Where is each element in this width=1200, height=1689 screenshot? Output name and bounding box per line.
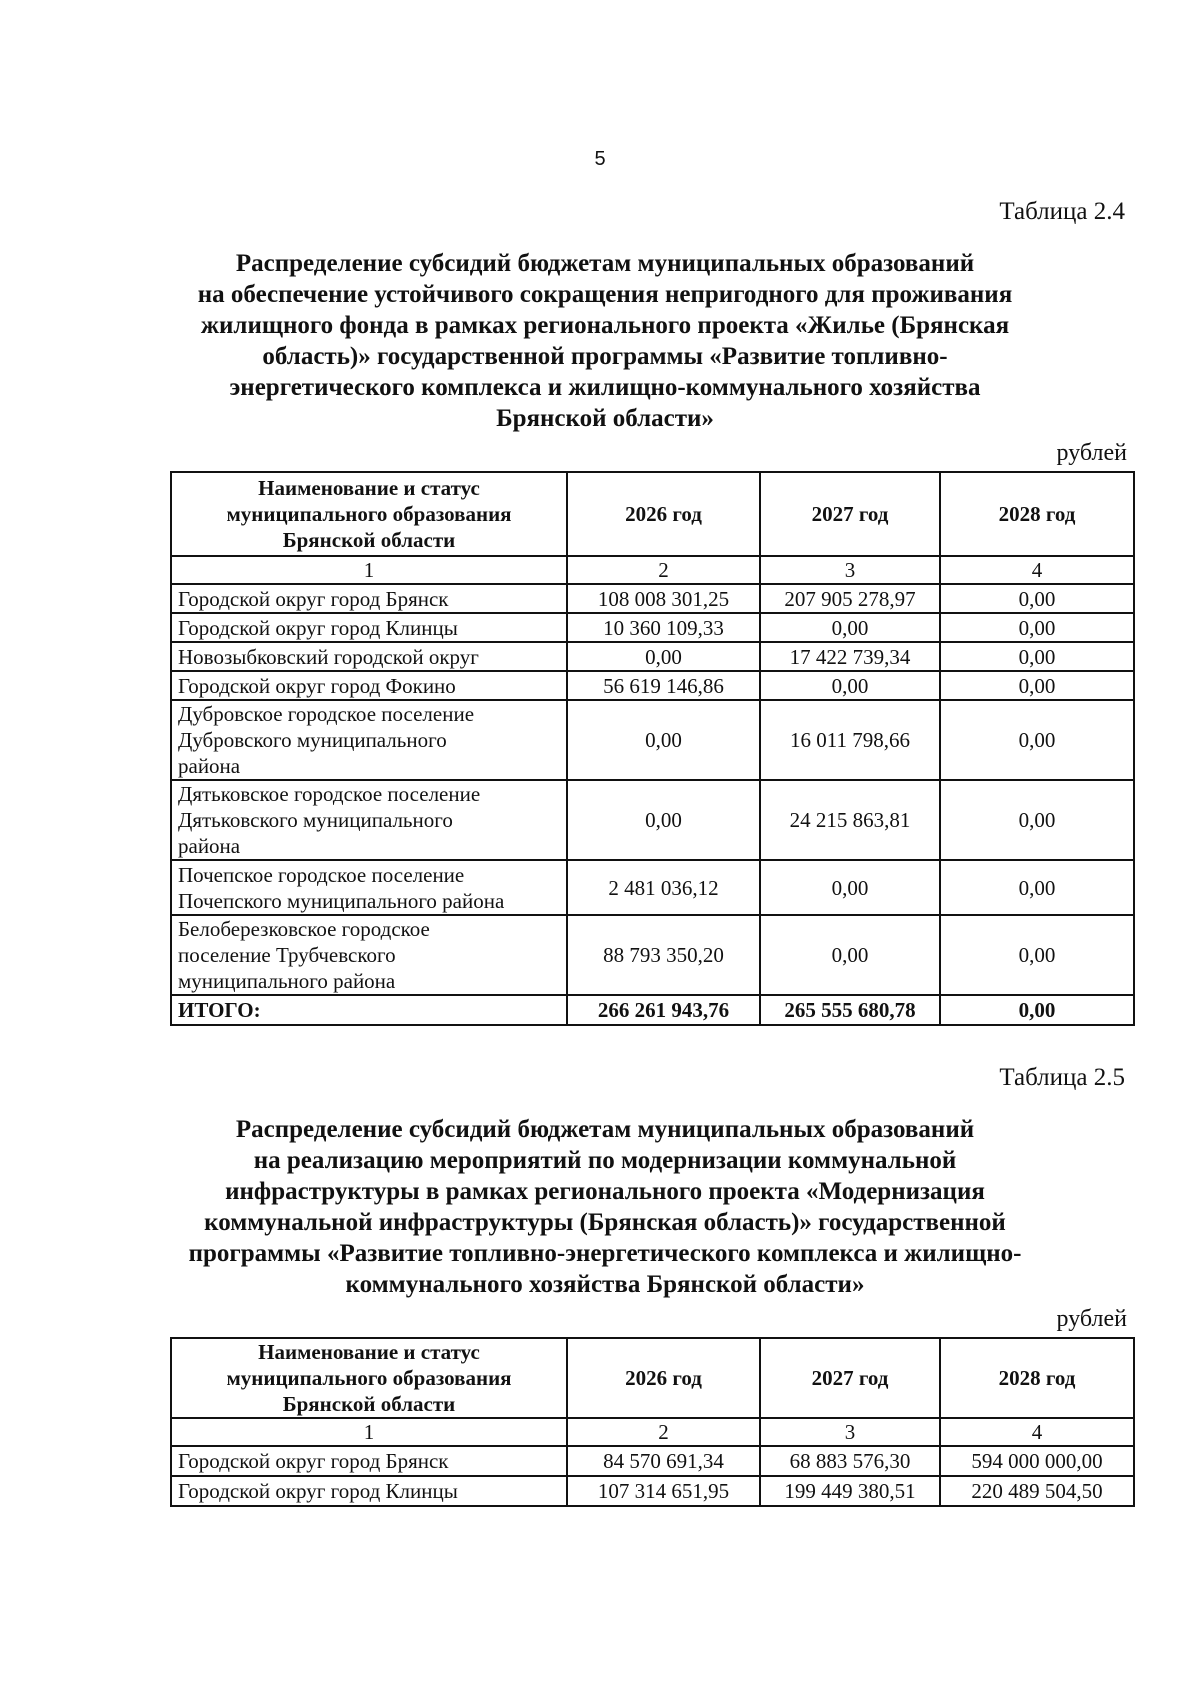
total-label: ИТОГО: — [171, 995, 567, 1025]
value-2028: 0,00 — [940, 584, 1134, 613]
total-2026: 266 261 943,76 — [567, 995, 760, 1025]
index-cell: 2 — [567, 1418, 760, 1446]
name-line: муниципального района — [178, 969, 396, 993]
table-2-5-heading — [150, 1114, 1060, 1300]
heading-line: программы «Развитие топливно-энергетического комплекса и жилищно- — [188, 1240, 1022, 1267]
value-2028: 0,00 — [940, 860, 1134, 915]
heading-line: коммунальной инфраструктуры (Брянская область)» государственной — [204, 1209, 1006, 1236]
header-line: Наименование и статус — [258, 476, 480, 500]
table-row — [171, 642, 1134, 671]
value-2026: 0,00 — [567, 780, 760, 860]
name-line: Городской округ город Брянск — [178, 1449, 449, 1473]
header-line: муниципального образования — [226, 502, 512, 526]
header-2026: 2026 год — [567, 472, 760, 556]
name-line: Городской округ город Брянск — [178, 586, 449, 611]
heading-line: коммунального хозяйства Брянской области» — [345, 1271, 865, 1298]
municipality-name — [171, 1476, 567, 1506]
value-2027: 199 449 380,51 — [760, 1476, 940, 1506]
table-2-5 — [170, 1337, 1135, 1507]
heading-line: инфраструктуры в рамках регионального проекта «Модернизация — [225, 1178, 985, 1205]
name-line: Дубровского муниципального — [178, 728, 447, 752]
header-row — [171, 472, 1134, 556]
value-2028: 0,00 — [940, 613, 1134, 642]
table-row — [171, 780, 1134, 860]
municipality-name — [171, 700, 567, 780]
header-2028: 2028 год — [940, 1338, 1134, 1418]
heading-line: на реализацию мероприятий по модернизации коммунальной — [253, 1147, 957, 1174]
value-2028: 0,00 — [940, 671, 1134, 700]
total-2027: 265 555 680,78 — [760, 995, 940, 1025]
table-row — [171, 915, 1134, 995]
header-line: муниципального образования — [226, 1366, 512, 1390]
total-row — [171, 995, 1134, 1025]
table-row — [171, 700, 1134, 780]
value-2028: 0,00 — [940, 700, 1134, 780]
name-line: поселение Трубчевского — [178, 943, 396, 967]
value-2028: 0,00 — [940, 915, 1134, 995]
heading-line: энергетического комплекса и жилищно-коммунального хозяйства — [229, 374, 981, 401]
header-name — [171, 1338, 567, 1418]
heading-line: Распределение субсидий бюджетам муниципальных образований — [235, 250, 975, 277]
value-2027: 17 422 739,34 — [760, 642, 940, 671]
name-line: Белоберезковское городское — [178, 917, 430, 941]
table-row — [171, 860, 1134, 915]
index-cell: 4 — [940, 556, 1134, 584]
heading-line: область)» государственной программы «Развитие топливно- — [262, 343, 948, 370]
value-2027: 207 905 278,97 — [760, 584, 940, 613]
total-2028: 0,00 — [940, 995, 1134, 1025]
value-2027: 0,00 — [760, 613, 940, 642]
value-2027: 0,00 — [760, 671, 940, 700]
value-2027: 16 011 798,66 — [760, 700, 940, 780]
table-row — [171, 613, 1134, 642]
value-2026: 108 008 301,25 — [567, 584, 760, 613]
column-index-row — [171, 556, 1134, 584]
header-2026: 2026 год — [567, 1338, 760, 1418]
page-number: 5 — [594, 148, 606, 170]
municipality-name — [171, 780, 567, 860]
value-2027: 68 883 576,30 — [760, 1446, 940, 1476]
value-2026: 88 793 350,20 — [567, 915, 760, 995]
heading-line: жилищного фонда в рамках регионального проекта «Жилье (Брянская — [200, 312, 1010, 339]
index-cell: 3 — [760, 556, 940, 584]
index-cell: 1 — [171, 556, 567, 584]
index-cell: 3 — [760, 1418, 940, 1446]
table-2-4-heading — [150, 248, 1060, 434]
table-2-5-caption: Таблица 2.5 — [999, 1064, 1125, 1091]
table-2-4 — [170, 471, 1135, 1026]
heading-line: на обеспечение устойчивого сокращения непригодного для проживания — [197, 281, 1013, 308]
municipality-name — [171, 915, 567, 995]
municipality-name — [171, 642, 567, 671]
table-2-4-caption: Таблица 2.4 — [999, 198, 1125, 225]
heading-line: Брянской области» — [496, 405, 714, 432]
value-2026: 84 570 691,34 — [567, 1446, 760, 1476]
name-line: Дятьковского муниципального — [178, 808, 453, 832]
name-line: Дубровское городское поселение — [178, 702, 475, 726]
table-row — [171, 1476, 1134, 1506]
name-line: Городской округ город Клинцы — [178, 1479, 458, 1503]
value-2026: 107 314 651,95 — [567, 1476, 760, 1506]
header-line: Брянской области — [282, 1392, 456, 1416]
name-line: Городской округ город Фокино — [178, 673, 456, 698]
value-2028: 220 489 504,50 — [940, 1476, 1134, 1506]
value-2028: 0,00 — [940, 780, 1134, 860]
heading-line: Распределение субсидий бюджетам муниципальных образований — [235, 1116, 975, 1143]
name-line: Почепское городское поселение — [178, 862, 465, 887]
header-2027: 2027 год — [760, 472, 940, 556]
municipality-name — [171, 1446, 567, 1476]
column-index-row — [171, 1418, 1134, 1446]
header-2028: 2028 год — [940, 472, 1134, 556]
table-row — [171, 1446, 1134, 1476]
name-line: Почепского муниципального района — [178, 888, 505, 913]
municipality-name — [171, 671, 567, 700]
table-2-4-unit: рублей — [1056, 440, 1127, 466]
index-cell: 1 — [171, 1418, 567, 1446]
name-line: Дятьковское городское поселение — [178, 782, 481, 806]
header-row — [171, 1338, 1134, 1418]
header-line: Брянской области — [282, 528, 456, 552]
value-2026: 0,00 — [567, 642, 760, 671]
table-row — [171, 671, 1134, 700]
table-2-5-unit: рублей — [1056, 1306, 1127, 1332]
header-line: Наименование и статус — [258, 1340, 480, 1364]
table-row — [171, 584, 1134, 613]
municipality-name — [171, 584, 567, 613]
name-line: района — [178, 834, 241, 858]
index-cell: 2 — [567, 556, 760, 584]
value-2028: 0,00 — [940, 642, 1134, 671]
value-2027: 0,00 — [760, 860, 940, 915]
name-line: Городской округ город Клинцы — [178, 615, 458, 640]
value-2026: 56 619 146,86 — [567, 671, 760, 700]
value-2026: 2 481 036,12 — [567, 860, 760, 915]
name-line: района — [178, 754, 241, 778]
header-name — [171, 472, 567, 556]
header-2027: 2027 год — [760, 1338, 940, 1418]
municipality-name — [171, 860, 567, 915]
municipality-name — [171, 613, 567, 642]
value-2027: 24 215 863,81 — [760, 780, 940, 860]
value-2026: 0,00 — [567, 700, 760, 780]
value-2028: 594 000 000,00 — [940, 1446, 1134, 1476]
value-2027: 0,00 — [760, 915, 940, 995]
value-2026: 10 360 109,33 — [567, 613, 760, 642]
name-line: Новозыбковский городской округ — [178, 644, 479, 669]
index-cell: 4 — [940, 1418, 1134, 1446]
